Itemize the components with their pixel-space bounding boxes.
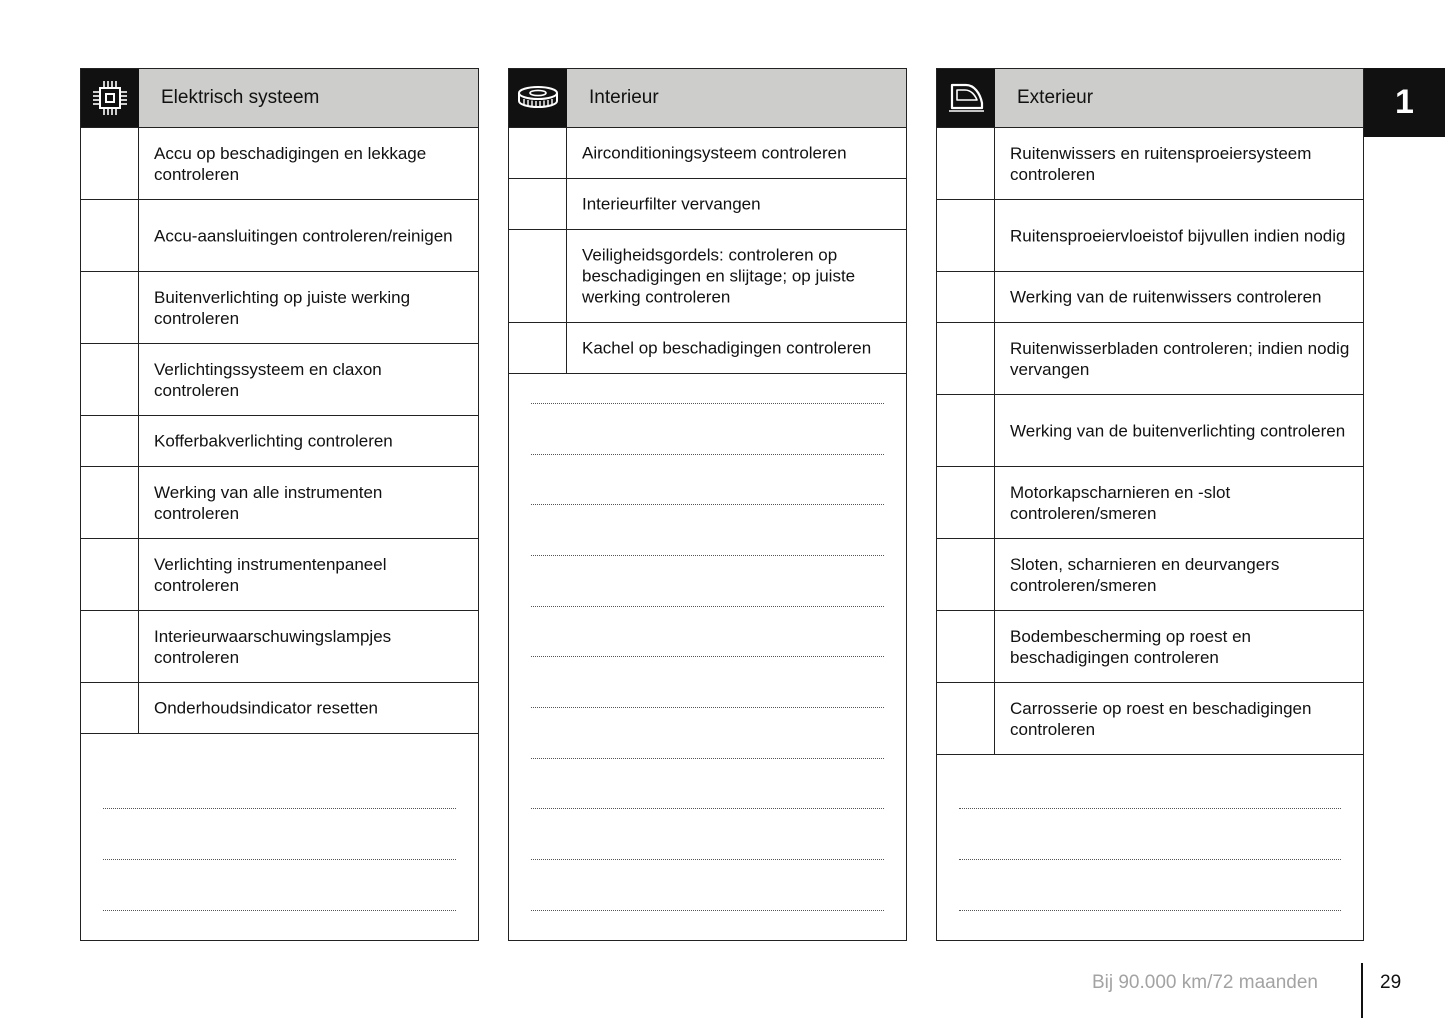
dotted-write-line[interactable]	[959, 808, 1341, 809]
panel-title: Interieur	[589, 87, 659, 108]
panel-header	[937, 69, 1363, 128]
checkbox[interactable]	[81, 539, 139, 610]
checklist-item-label: Onderhoudsindicator resetten	[154, 698, 378, 718]
checklist-item-label: Kachel op beschadigingen controleren	[582, 338, 872, 358]
checkbox[interactable]	[81, 467, 139, 538]
checkbox[interactable]	[81, 683, 139, 733]
checkbox[interactable]	[937, 683, 995, 754]
checklist-item-label: Kofferbakverlichting controleren	[154, 431, 393, 451]
checklist-item-label: Buitenverlichting op juiste werking controleren	[154, 287, 411, 328]
checkbox[interactable]	[509, 323, 567, 373]
checklist-row	[81, 539, 478, 611]
checklist-row	[509, 230, 906, 323]
dotted-write-line[interactable]	[959, 910, 1341, 911]
checkbox[interactable]	[937, 272, 995, 322]
footer-divider	[1361, 963, 1363, 1018]
dotted-write-line[interactable]	[103, 808, 456, 809]
checklist-item-label: Ruitensproeiervloeistof bijvullen indien nodig	[1010, 226, 1346, 245]
checklist-item-label: Sloten, scharnieren en deurvangers controleren/smeren	[1010, 554, 1280, 595]
dotted-write-line[interactable]	[531, 454, 884, 455]
checkbox[interactable]	[937, 395, 995, 466]
checklist-item-label: Veiligheidsgordels: controleren op beschadigingen en slijtage; op juiste werking controleren	[582, 245, 856, 307]
dotted-write-line[interactable]	[531, 758, 884, 759]
checklist-row	[937, 128, 1363, 200]
checkbox[interactable]	[937, 128, 995, 199]
checkbox[interactable]	[937, 200, 995, 271]
chip-icon	[81, 69, 139, 127]
car-door-icon	[937, 69, 995, 127]
checkbox[interactable]	[81, 344, 139, 415]
checklist-item-label: Airconditioningsysteem controleren	[582, 143, 847, 163]
checklist-row	[509, 323, 906, 374]
checklist-row	[81, 128, 478, 200]
checklist-row	[81, 467, 478, 539]
checklist-row	[509, 179, 906, 230]
checklist-item-label: Ruitenwissers en ruitensproeiersysteem controleren	[1010, 143, 1312, 184]
checklist-row	[937, 395, 1363, 467]
dotted-write-line[interactable]	[531, 808, 884, 809]
checklist-item-label: Werking van de buitenverlichting controleren	[1010, 421, 1346, 440]
dotted-write-line[interactable]	[531, 859, 884, 860]
checkbox[interactable]	[509, 230, 567, 322]
service-interval-label: Bij 90.000 km/72 maanden	[1091, 972, 1318, 993]
checklist-panel-interieur	[508, 68, 907, 941]
dotted-write-line[interactable]	[531, 656, 884, 657]
checkbox[interactable]	[937, 323, 995, 394]
checklist-item-label: Verlichting instrumentenpaneel controleren	[154, 554, 387, 595]
checklist-row	[937, 683, 1363, 755]
checklist-row	[937, 272, 1363, 323]
page-number: 29	[1380, 972, 1402, 993]
checklist-item-label: Accu-aansluitingen controleren/reinigen	[154, 226, 453, 245]
checkbox[interactable]	[81, 611, 139, 682]
checkbox[interactable]	[81, 272, 139, 343]
checklist-row	[937, 539, 1363, 611]
checklist-panel-exterieur	[936, 68, 1364, 941]
checkbox[interactable]	[81, 416, 139, 466]
dotted-write-line[interactable]	[531, 555, 884, 556]
checklist-row	[81, 611, 478, 683]
checklist-row	[937, 611, 1363, 683]
checklist-item-label: Interieurwaarschuwingslampjes controleren	[154, 626, 392, 667]
dotted-write-line[interactable]	[531, 504, 884, 505]
checklist-row	[509, 128, 906, 179]
checklist-item-label: Interieurfilter vervangen	[582, 194, 761, 214]
checklist-panel-elektrisch	[80, 68, 479, 941]
dotted-write-line[interactable]	[531, 707, 884, 708]
checkbox[interactable]	[81, 200, 139, 271]
checkbox[interactable]	[937, 539, 995, 610]
checkbox[interactable]	[509, 179, 567, 229]
checklist-row	[81, 344, 478, 416]
dotted-write-line[interactable]	[531, 403, 884, 404]
panel-header	[509, 69, 906, 128]
checklist-item-label: Motorkapscharnieren en -slot controleren/smeren	[1010, 482, 1231, 523]
checklist-row	[81, 416, 478, 467]
checklist-row	[81, 683, 478, 734]
air-filter-icon	[509, 69, 567, 127]
checklist-item-label: Werking van de ruitenwissers controleren	[1010, 287, 1322, 307]
dotted-write-line[interactable]	[959, 859, 1341, 860]
checklist-item-label: Werking van alle instrumenten controleren	[154, 482, 383, 523]
dotted-write-line[interactable]	[103, 910, 456, 911]
checklist-item-label: Carrosserie op roest en beschadigingen controleren	[1010, 698, 1312, 739]
checklist-item-label: Verlichtingssysteem en claxon controleren	[154, 359, 382, 400]
checklist-row	[937, 467, 1363, 539]
dotted-write-line[interactable]	[103, 859, 456, 860]
checkbox[interactable]	[937, 611, 995, 682]
panel-header	[81, 69, 478, 128]
checklist-row	[937, 323, 1363, 395]
checklist-row	[81, 200, 478, 272]
dotted-write-line[interactable]	[531, 910, 884, 911]
checklist-row	[937, 200, 1363, 272]
checklist-item-label: Accu op beschadigingen en lekkage controleren	[154, 143, 427, 184]
panel-title: Exterieur	[1017, 87, 1094, 108]
panel-title: Elektrisch systeem	[161, 87, 320, 108]
checkbox[interactable]	[509, 128, 567, 178]
checkbox[interactable]	[81, 128, 139, 199]
dotted-write-line[interactable]	[531, 606, 884, 607]
checklist-item-label: Ruitenwisserbladen controleren; indien nodig vervangen	[1010, 338, 1350, 379]
checklist-item-label: Bodembescherming op roest en beschadigingen controleren	[1010, 626, 1251, 667]
chapter-tab: 1	[1364, 68, 1445, 137]
checkbox[interactable]	[937, 467, 995, 538]
checklist-row	[81, 272, 478, 344]
